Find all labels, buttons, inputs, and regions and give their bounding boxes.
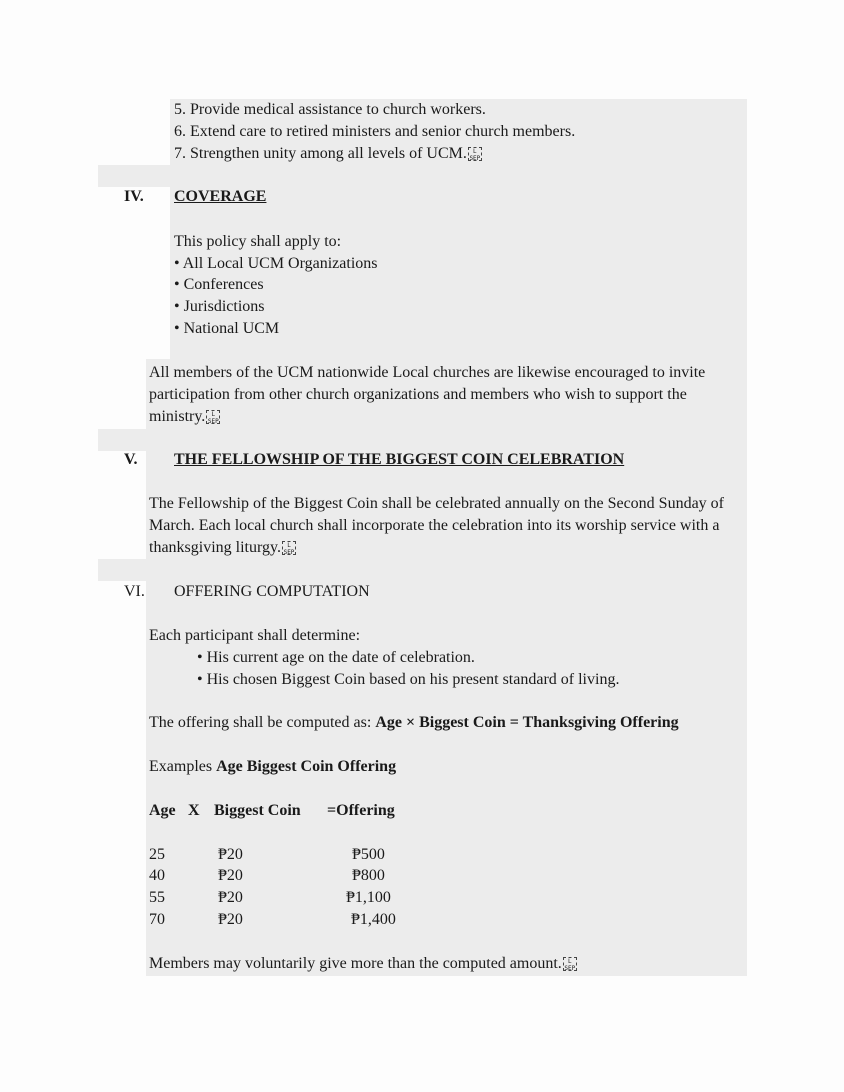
coverage-intro: This policy shall apply to: — [174, 233, 342, 250]
offering-bullet: • His chosen Biggest Coin based on his present standard of living. — [197, 671, 620, 688]
highlight-fellowship-heading — [98, 429, 747, 451]
coverage-item: • Conferences — [174, 276, 264, 293]
table-cell-offering: ₱500 — [352, 846, 385, 863]
table-cell-age: 70 — [149, 911, 165, 928]
table-cell-age: 55 — [149, 889, 165, 906]
table-cell-offering: ₱800 — [352, 867, 385, 884]
table-cell-offering: ₱1,100 — [346, 889, 391, 906]
table-header-offering: =Offering — [327, 802, 395, 819]
table-header-x: X — [188, 802, 200, 819]
table-cell-age: 40 — [149, 867, 165, 884]
sep-glyph-icon: L SEP — [283, 542, 295, 556]
offering-heading: OFFERING COMPUTATION — [174, 583, 370, 600]
coverage-para-line: All members of the UCM nationwide Local churches are likewise encouraged to invite — [149, 364, 706, 381]
table-cell-age: 25 — [149, 846, 165, 863]
coverage-item: • National UCM — [174, 320, 280, 337]
section-numeral-vi: VI. — [124, 583, 145, 600]
offering-intro: Each participant shall determine: — [149, 627, 361, 644]
highlight-offering-heading — [98, 559, 747, 581]
table-cell-coin: ₱20 — [218, 911, 243, 928]
sep-glyph-icon: L SEP — [469, 148, 481, 162]
highlight-coverage-heading — [98, 165, 747, 187]
table-cell-coin: ₱20 — [218, 846, 243, 863]
fellowship-heading: THE FELLOWSHIP OF THE BIGGEST COIN CELEBRATION — [174, 451, 625, 468]
section-numeral-v: V. — [124, 451, 138, 468]
coverage-para-line: participation from other church organizations and members who wish to support the — [149, 386, 687, 403]
fellowship-para-line: thanksgiving liturgy. L SEP — [149, 539, 295, 556]
fellowship-para-line: March. Each local church shall incorporate the celebration into its worship service with a — [149, 517, 720, 534]
offering-bullet: • His current age on the date of celebration. — [197, 649, 475, 666]
table-header-age: Age — [149, 802, 176, 819]
table-cell-coin: ₱20 — [218, 867, 243, 884]
offering-closing: Members may voluntarily give more than the computed amount. L SEP — [149, 955, 576, 972]
sep-glyph-icon: L SEP — [207, 411, 219, 425]
table-cell-offering: ₱1,400 — [351, 911, 396, 928]
offering-examples-heading: Examples Age Biggest Coin Offering — [149, 758, 397, 775]
objective-5: 5. Provide medical assistance to church workers. — [174, 101, 486, 118]
offering-formula: The offering shall be computed as: Age × Biggest Coin = Thanksgiving Offering — [149, 714, 679, 731]
coverage-heading: COVERAGE — [174, 188, 267, 205]
objective-6: 6. Extend care to retired ministers and senior church members. — [174, 123, 576, 140]
coverage-item: • Jurisdictions — [174, 298, 265, 315]
table-header-coin: Biggest Coin — [214, 802, 301, 819]
sep-glyph-icon: L SEP — [564, 958, 576, 972]
coverage-item: • All Local UCM Organizations — [174, 255, 378, 272]
coverage-para-line: ministry. L SEP — [149, 408, 219, 425]
section-numeral-iv: IV. — [124, 188, 144, 205]
table-cell-coin: ₱20 — [218, 889, 243, 906]
objective-7: 7. Strengthen unity among all levels of UCM. L SEP — [174, 145, 481, 162]
fellowship-para-line: The Fellowship of the Biggest Coin shall be celebrated annually on the Second Sunday of — [149, 495, 724, 512]
